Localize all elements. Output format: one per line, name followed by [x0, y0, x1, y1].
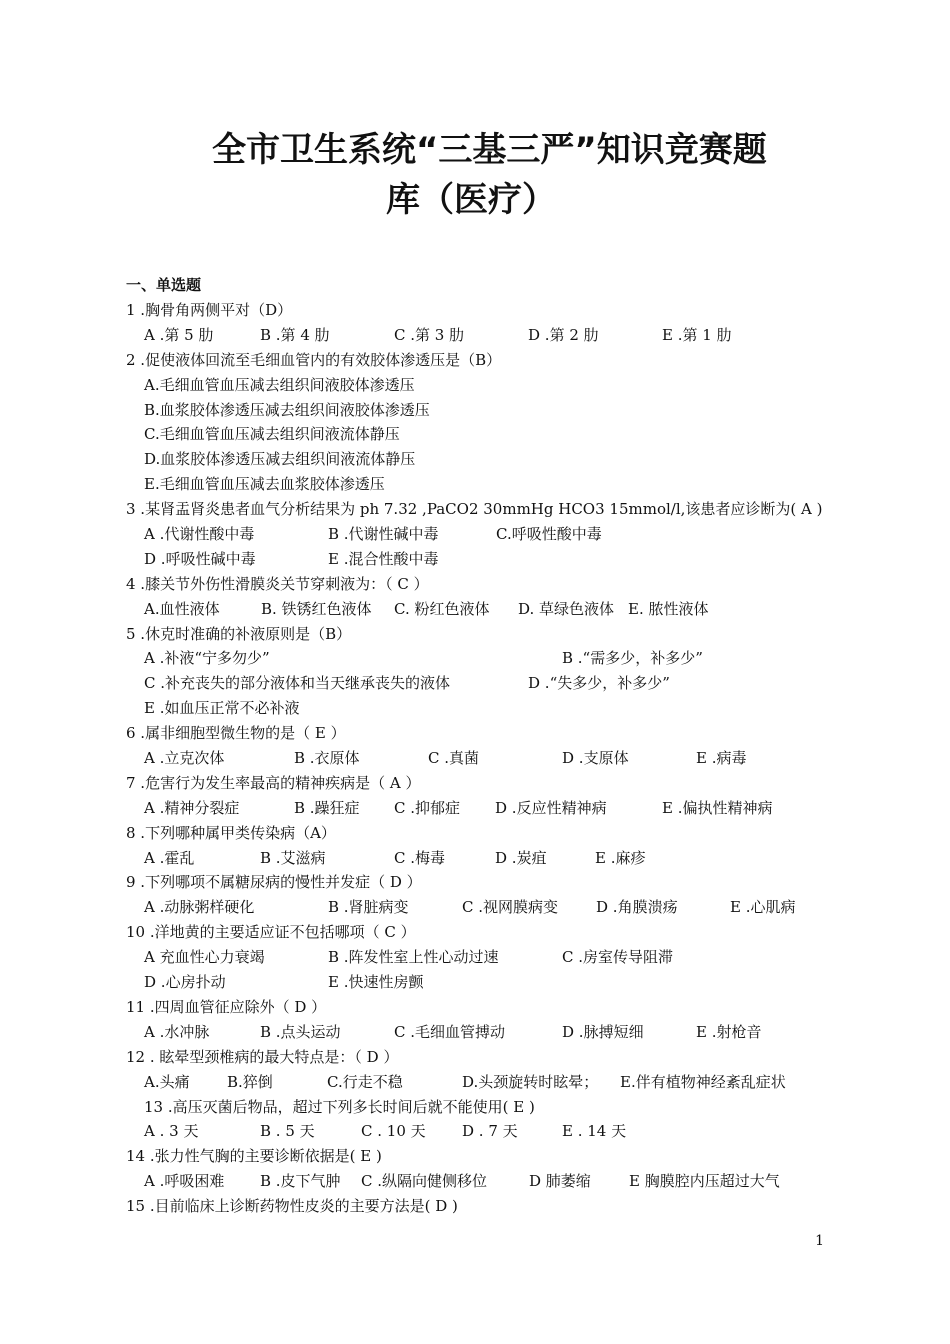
question-12-stem: 12 . 眩晕型颈椎病的最大特点是：（ D ）	[126, 1047, 399, 1066]
option-b: B .第 4 肋	[260, 325, 330, 344]
option-a: A.血性液体	[144, 599, 220, 618]
option-a: A .第 5 肋	[144, 325, 214, 344]
option-a: A .动脉粥样硬化	[144, 898, 255, 917]
question-15-stem: 15 .目前临床上诊断药物性皮炎的主要方法是( D )	[126, 1197, 458, 1216]
question-13-options	[126, 1119, 826, 1144]
question-2-stem: 2 .促使液体回流至毛细血管内的有效胶体渗透压是（B）	[126, 350, 502, 369]
option-e: E .心肌病	[730, 898, 796, 917]
option-d: D . 7 天	[462, 1122, 518, 1141]
option-d: D .脉搏短细	[562, 1022, 644, 1041]
question-5-stem: 5 .休克时准确的补液原则是（B）	[126, 624, 352, 643]
question-6-options	[126, 746, 826, 771]
option-c: C .房室传导阻滞	[562, 948, 674, 967]
option-d: D .炭疽	[495, 848, 547, 867]
option-a: A .立克次体	[144, 749, 225, 768]
option-e: E .快速性房颤	[328, 973, 424, 992]
option-b: B.血浆胶体渗透压减去组织间液胶体渗透压	[144, 400, 430, 419]
option-b: B. 铁锈红色液体	[261, 599, 372, 618]
option-d: D .“失多少，补多少”	[528, 674, 670, 693]
option-b: B .“需多少，补多少”	[562, 649, 703, 668]
question-1-options	[126, 323, 826, 348]
option-c: C .毛细血管搏动	[394, 1022, 506, 1041]
option-e: E . 14 天	[562, 1122, 627, 1141]
question-9-options	[126, 895, 826, 920]
question-10-stem: 10 .洋地黄的主要适应证不包括哪项（ C ）	[126, 923, 416, 942]
question-13-stem: 13 .高压灭菌后物品，超过下列多长时间后就不能使用( E )	[144, 1097, 535, 1116]
option-a: A .霍乱	[144, 848, 195, 867]
question-5-options-row-3	[126, 696, 826, 721]
section-heading: 一、单选题	[126, 276, 202, 294]
question-5-options-row-2	[126, 671, 826, 696]
question-3-options-row-2	[126, 547, 826, 572]
option-d: D .心房扑动	[144, 973, 226, 992]
option-c: C.行走不稳	[327, 1072, 403, 1091]
question-10-options-row-1	[126, 945, 826, 970]
option-b: B .皮下气肿	[260, 1172, 341, 1191]
option-a: A 充血性心力衰竭	[144, 948, 265, 967]
option-b: B .代谢性碱中毒	[328, 525, 439, 544]
option-d: D .呼吸性碱中毒	[144, 549, 256, 568]
option-e: E.毛细血管血压减去血浆胶体渗透压	[144, 475, 385, 494]
document-title-line-1: 全市卫生系统“三基三严”知识竞赛题	[212, 130, 767, 170]
option-d: D.血浆胶体渗透压减去组织间液流体静压	[144, 450, 416, 469]
option-e: E.伴有植物神经紊乱症状	[620, 1072, 786, 1091]
option-a: A .精神分裂症	[144, 798, 240, 817]
question-12-options	[126, 1070, 826, 1095]
question-7-options	[126, 796, 826, 821]
document-title-line-2: 库（医疗）	[386, 180, 556, 220]
option-e: E .射枪音	[696, 1022, 762, 1041]
option-d: D 肺萎缩	[529, 1172, 591, 1191]
option-a: A . 3 天	[144, 1122, 199, 1141]
question-11-options	[126, 1020, 826, 1045]
option-b: B .艾滋病	[260, 848, 326, 867]
question-4-options	[126, 597, 826, 622]
option-b: B .点头运动	[260, 1022, 341, 1041]
question-list	[126, 298, 826, 1219]
option-d: D. 草绿色液体	[518, 599, 615, 618]
page-number: 1	[815, 1233, 824, 1249]
option-c: C. 粉红色液体	[394, 599, 490, 618]
option-b: B .肾脏病变	[328, 898, 409, 917]
question-8-options	[126, 846, 826, 871]
question-9-stem: 9 .下列哪项不属糖尿病的慢性并发症（ D ）	[126, 873, 422, 892]
option-e: E .如血压正常不必补液	[144, 699, 300, 718]
option-a: A.毛细血管血压减去组织间液胶体渗透压	[144, 375, 415, 394]
question-14-stem: 14 .张力性气胸的主要诊断依据是( E )	[126, 1147, 382, 1166]
option-d: D .反应性精神病	[495, 798, 607, 817]
option-c: C .第 3 肋	[394, 325, 465, 344]
option-e: E .第 1 肋	[662, 325, 732, 344]
question-14-options	[126, 1169, 826, 1194]
option-b: B .阵发性室上性心动过速	[328, 948, 499, 967]
option-b: B .衣原体	[294, 749, 360, 768]
option-e: E. 脓性液体	[628, 599, 709, 618]
option-a: A .呼吸困难	[144, 1172, 225, 1191]
option-b: B .躁狂症	[294, 798, 360, 817]
option-d: D .支原体	[562, 749, 629, 768]
option-d: D.头颈旋转时眩晕；	[462, 1072, 599, 1091]
option-e: E .病毒	[696, 749, 747, 768]
question-3-stem: 3 .某肾盂肾炎患者血气分析结果为 ph 7.32 ,PaCO2 30mmHg HCO3 15mmol/l,该患者应诊断为( A )	[126, 500, 823, 519]
question-5-options-row-1	[126, 646, 826, 671]
option-c: C.呼吸性酸中毒	[496, 525, 602, 544]
option-c: C .抑郁症	[394, 798, 461, 817]
option-a: A .代谢性酸中毒	[144, 525, 255, 544]
option-d: D .第 2 肋	[528, 325, 599, 344]
question-7-stem: 7 .危害行为发生率最高的精神疾病是（ A ）	[126, 773, 421, 792]
question-11-stem: 11 .四周血管征应除外（ D ）	[126, 997, 327, 1016]
question-8-stem: 8 .下列哪种属甲类传染病（A）	[126, 823, 336, 842]
option-c: C .补充丧失的部分液体和当天继承丧失的液体	[144, 674, 451, 693]
question-6-stem: 6 .属非细胞型微生物的是（ E ）	[126, 724, 346, 743]
option-a: A.头痛	[144, 1072, 190, 1091]
option-a: A .补液“宁多勿少”	[144, 649, 270, 668]
option-b: B . 5 天	[260, 1122, 315, 1141]
option-e: E .混合性酸中毒	[328, 549, 439, 568]
option-b: B.猝倒	[227, 1072, 273, 1091]
option-e: E .麻疹	[595, 848, 646, 867]
option-e: E 胸膜腔内压超过大气	[629, 1172, 780, 1191]
option-c: C .梅毒	[394, 848, 446, 867]
option-c: C .真菌	[428, 749, 480, 768]
option-c: C . 10 天	[361, 1122, 426, 1141]
question-4-stem: 4 .膝关节外伤性滑膜炎关节穿刺液为：（ C ）	[126, 574, 429, 593]
option-a: A .水冲脉	[144, 1022, 210, 1041]
question-3-options-row-1	[126, 522, 826, 547]
option-d: D .角膜溃疡	[596, 898, 678, 917]
option-c: C .视网膜病变	[462, 898, 559, 917]
question-10-options-row-2	[126, 970, 826, 995]
option-e: E .偏执性精神病	[662, 798, 773, 817]
option-c: C .纵隔向健侧移位	[361, 1172, 488, 1191]
option-c: C.毛细血管血压减去组织间液流体静压	[144, 425, 400, 444]
question-1-stem: 1 .胸骨角两侧平对（D）	[126, 301, 293, 319]
